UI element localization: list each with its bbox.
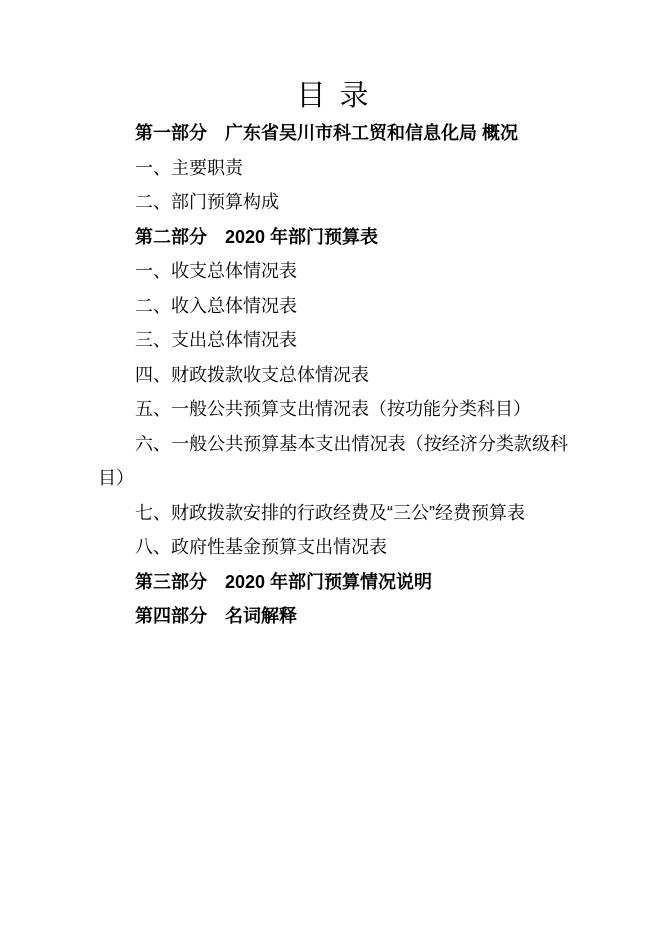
toc-content	[98, 78, 568, 634]
toc-section-2: 第二部分 2020 年部门预算表	[135, 226, 379, 247]
toc-entry-table-3: 三、支出总体情况表	[135, 330, 297, 350]
toc-entry-table-1: 一、收支总体情况表	[135, 261, 297, 281]
toc-section-3: 第三部分 2020 年部门预算情况说明	[135, 571, 433, 592]
toc-section-4: 第四部分 名词解释	[135, 606, 297, 626]
toc-entry-duties: 一、主要职责	[135, 157, 243, 178]
page-title: 目 录	[296, 80, 370, 112]
toc-entry-table-2: 二、收入总体情况表	[135, 295, 297, 316]
toc-entry-table-8: 八、政府性基金预算支出情况表	[135, 537, 387, 557]
toc-entry-structure: 二、部门预算构成	[135, 192, 279, 212]
toc-section-1: 第一部分 广东省吴川市科工贸和信息化局 概况	[135, 123, 518, 143]
toc-entry-table-7: 七、财政拨款安排的行政经费及“三公”经费预算表	[135, 502, 525, 523]
toc-entry-table-6: 六、一般公共预算基本支出情况表（按经济分类款级科目）	[98, 433, 568, 488]
toc-entry-table-4: 四、财政拨款收支总体情况表	[135, 364, 369, 385]
toc-entry-table-5: 五、一般公共预算支出情况表（按功能分类科目）	[135, 399, 531, 419]
